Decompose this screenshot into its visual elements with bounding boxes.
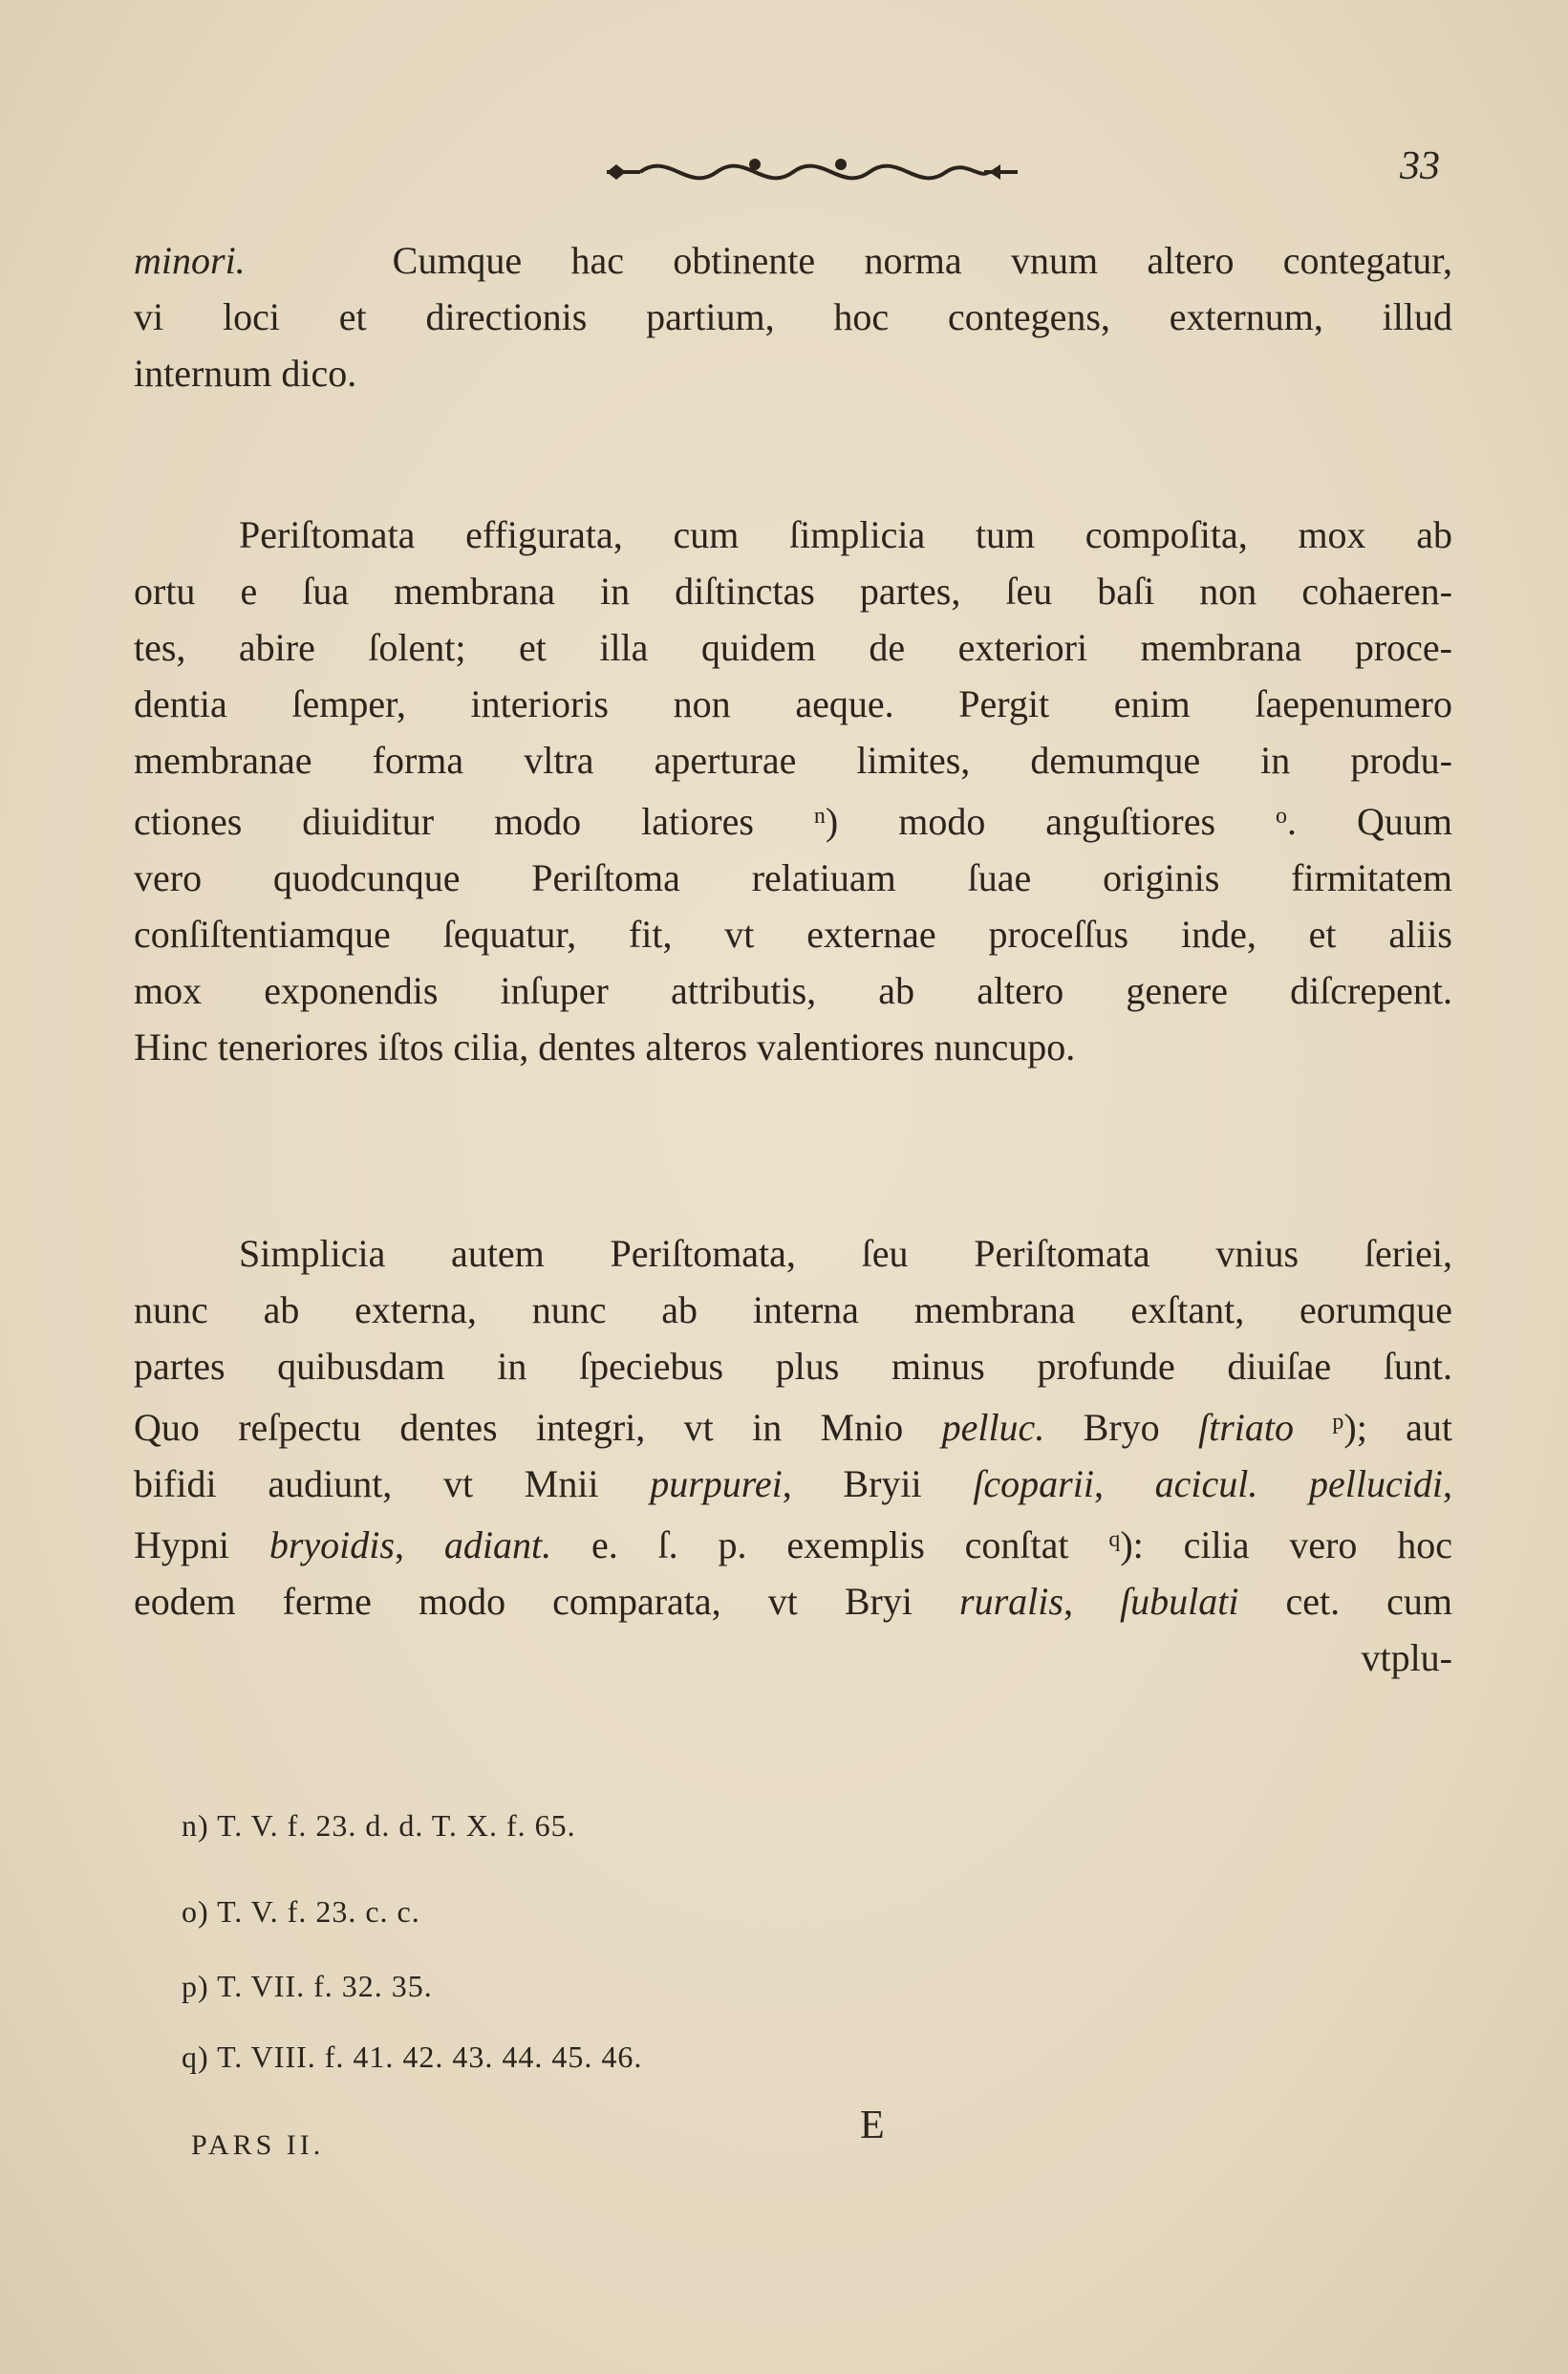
footnote: q) T. VIII. f. 41. 42. 43. 44. 45. 46.	[182, 2039, 643, 2074]
text-line: dentia ſemper, interioris non aeque. Pergit enim ſaepenumero	[134, 682, 1452, 725]
text-line: Simplicia autem Periſtomata, ſeu Periſtomata vnius ſeriei,	[239, 1232, 1452, 1275]
text-line: Hypni bryoidis, adiant. e. ſ. p. exemplis conſtat $^q$): cilia vero hoc	[134, 1523, 1453, 1566]
text-line: Hinc teneriores iſtos cilia, dentes alteros valentiores nuncupo.	[134, 1025, 1076, 1068]
part-label: PARS II.	[191, 2129, 325, 2161]
text-line: partes quibusdam in ſpeciebus plus minus profunde diuiſae ſunt.	[134, 1345, 1452, 1388]
footnote-ref: p	[1332, 1410, 1344, 1435]
footnote: n) T. V. f. 23. d. d. T. X. f. 65.	[182, 1808, 576, 1843]
paragraph-2	[134, 507, 1452, 1075]
paragraph-1	[134, 232, 1452, 401]
ornament-header-icon	[602, 151, 1022, 193]
footnote-ref: o	[1276, 804, 1288, 829]
footnote-ref: q	[1108, 1527, 1121, 1552]
text-line: ctiones diuiditur modo latiores $^n$) modo anguſtiores $^o$. Quum	[134, 800, 1453, 843]
footnote: o) T. V. f. 23. c. c.	[182, 1894, 420, 1929]
signature-mark: E	[860, 2104, 885, 2147]
text-line: internum dico.	[134, 352, 357, 395]
text-line: Periſtomata effigurata, cum ſimplicia tum compoſita, mox ab	[239, 513, 1452, 556]
footnote-ref: n	[813, 804, 826, 829]
paragraph-3	[134, 1225, 1452, 1686]
catchword: vtplu-	[1361, 1636, 1452, 1679]
text-line: vero quodcunque Periſtoma relatiuam ſuae originis firmitatem	[134, 856, 1452, 899]
text-line: mox exponendis inſuper attributis, ab altero genere diſcrepent.	[134, 969, 1452, 1012]
footnote: p) T. VII. f. 32. 35.	[182, 1969, 433, 2003]
text-line: tes, abire ſolent; et illa quidem de exteriori membrana proce-	[134, 626, 1452, 669]
text-line: eodem ferme modo comparata, vt Bryi ruralis, ſubulati cet. cum	[134, 1580, 1453, 1623]
text-line: ortu e ſua membrana in diſtinctas partes, ſeu baſi non cohaeren-	[134, 570, 1452, 613]
text-line: membranae forma vltra aperturae limites, demumque in produ-	[134, 739, 1452, 782]
page-number: 33	[1400, 144, 1440, 188]
text-line: minori. Cumque hac obtinente norma vnum altero contegatur,	[134, 239, 1453, 282]
text-line: bifidi audiunt, vt Mnii purpurei, Bryii ſcoparii, acicul. pellucidi,	[134, 1462, 1453, 1505]
text-line: nunc ab externa, nunc ab interna membrana exſtant, eorumque	[134, 1288, 1452, 1331]
text-line: Quo reſpectu dentes integri, vt in Mnio pelluc. Bryo ſtriato $^p$); aut	[134, 1406, 1453, 1449]
text-line: conſiſtentiamque ſequatur, fit, vt externae proceſſus inde, et aliis	[134, 913, 1452, 956]
text-line: vi loci et directionis partium, hoc contegens, externum, illud	[134, 295, 1452, 338]
